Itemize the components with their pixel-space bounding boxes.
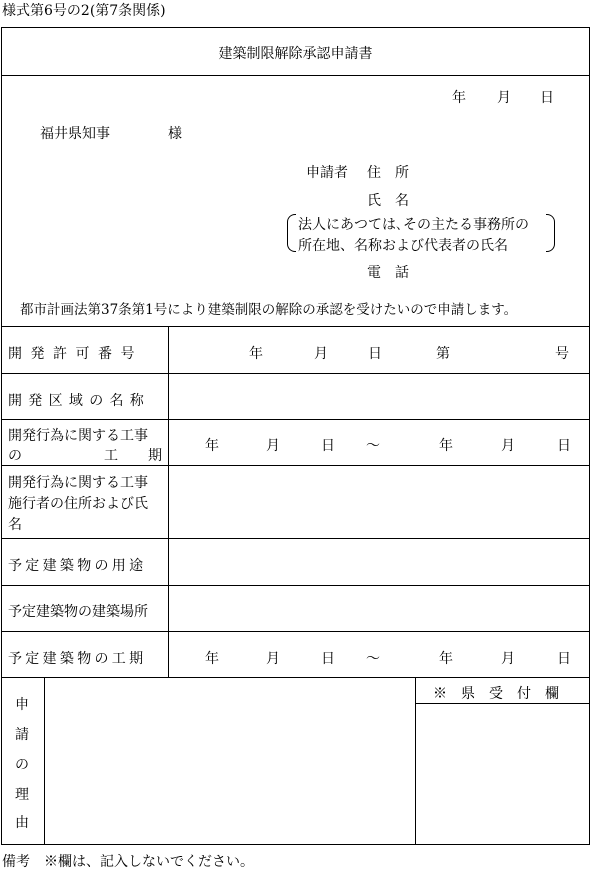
row-divider-4 xyxy=(1,538,590,539)
bldg-start-day-label: 日 xyxy=(321,651,335,667)
work-period-tilde: ～ xyxy=(366,438,380,454)
addressee-suffix: 様 xyxy=(168,126,182,142)
applicant-label: 申請者 xyxy=(306,165,348,181)
reason-label-char-3: の xyxy=(15,757,29,773)
date-day-label: 日 xyxy=(540,90,554,106)
frame-right xyxy=(589,27,590,845)
work-end-month-label: 月 xyxy=(501,438,515,454)
frame-top xyxy=(1,27,590,28)
bldg-period-tilde: ～ xyxy=(366,651,380,667)
office-use-label: ※県受付欄 xyxy=(433,686,573,702)
footnote: 備考 ※欄は、記入しないでください。 xyxy=(2,854,254,870)
left-bracket xyxy=(287,214,296,252)
document-title: 建築制限解除承認申請書 xyxy=(218,46,373,62)
permit-number-label-text: 開発許可番号 xyxy=(8,346,143,362)
dev-area-label: 開発区域の名称 xyxy=(8,393,151,409)
work-period-label-of: の xyxy=(8,448,22,464)
bldg-end-year-label: 年 xyxy=(439,651,453,667)
permit-gou-label: 号 xyxy=(555,346,569,362)
work-start-month-label: 月 xyxy=(266,438,280,454)
work-period-label-ki: 期 xyxy=(148,448,162,464)
application-statement: 都市計画法第37条第1号により建築制限の解除の承認を受けたいので申請します。 xyxy=(20,302,518,318)
right-bracket xyxy=(546,214,555,252)
frame-left xyxy=(1,27,2,845)
bldg-end-month-label: 月 xyxy=(501,651,515,667)
permit-number-label xyxy=(8,343,160,363)
reason-label-char-1: 申 xyxy=(15,697,29,713)
form-number-label: 様式第6号の2(第7条関係) xyxy=(2,3,166,19)
permit-dai-label: 第 xyxy=(436,346,450,362)
building-period-label: 予定建築物の工期 xyxy=(8,651,147,667)
work-end-day-label: 日 xyxy=(557,438,571,454)
row-divider-2 xyxy=(1,419,590,420)
work-start-year-label: 年 xyxy=(205,438,219,454)
work-start-day-label: 日 xyxy=(321,438,335,454)
work-period-label-line-1: 開発行為に関する工事 xyxy=(8,428,148,444)
row-divider-1 xyxy=(1,373,590,374)
reason-label-char-4: 理 xyxy=(15,787,29,803)
bldg-end-day-label: 日 xyxy=(557,651,571,667)
work-period-label-ko: 工 xyxy=(104,448,118,464)
building-use-label: 予定建築物の用途 xyxy=(8,558,147,574)
reason-label-char-2: 請 xyxy=(15,727,29,743)
address-label: 住 所 xyxy=(367,165,409,181)
corp-note-line-1: 法人にあつては､その主たる事務所の xyxy=(298,217,529,233)
row-divider-3 xyxy=(1,465,590,466)
name-label: 氏 名 xyxy=(367,193,409,209)
phone-label: 電 話 xyxy=(367,265,409,281)
contractor-label-line-1: 開発行為に関する工事 xyxy=(8,475,148,491)
office-use-header-divider xyxy=(415,703,590,704)
date-year-label: 年 xyxy=(452,90,466,106)
row-divider-5 xyxy=(1,585,590,586)
date-month-label: 月 xyxy=(497,90,511,106)
row-divider-7 xyxy=(1,677,590,678)
permit-day-label: 日 xyxy=(368,346,382,362)
label-column-divider xyxy=(168,326,169,678)
work-end-year-label: 年 xyxy=(439,438,453,454)
permit-month-label: 月 xyxy=(314,346,328,362)
permit-year-label: 年 xyxy=(249,346,263,362)
reason-label-char-5: 由 xyxy=(15,815,29,831)
contractor-label-line-3: 名 xyxy=(8,517,22,533)
reason-label-divider xyxy=(44,677,45,844)
row-divider-6 xyxy=(1,631,590,632)
building-site-label: 予定建築物の建築場所 xyxy=(8,604,148,620)
contractor-label-line-2: 施行者の住所および氏 xyxy=(8,496,148,512)
bldg-start-year-label: 年 xyxy=(205,651,219,667)
addressee-name: 福井県知事 xyxy=(40,126,110,142)
bldg-start-month-label: 月 xyxy=(266,651,280,667)
corp-note-line-2: 所在地、名称および代表者の氏名 xyxy=(298,238,508,254)
title-divider xyxy=(1,75,590,76)
frame-bottom xyxy=(1,844,590,845)
statement-divider xyxy=(1,326,590,327)
